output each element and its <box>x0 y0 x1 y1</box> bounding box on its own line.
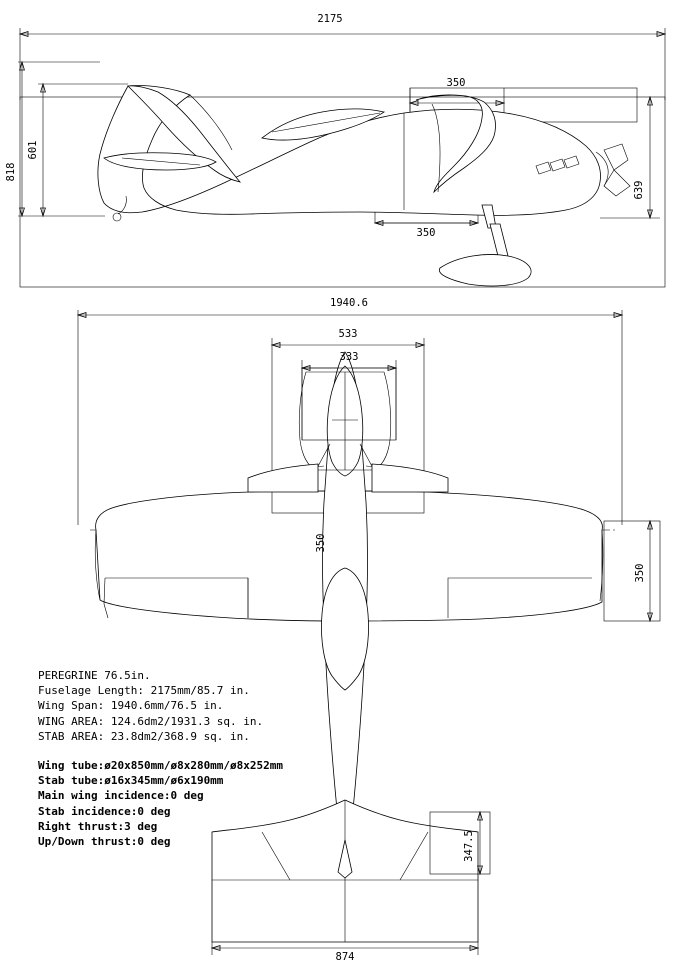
note-stab-incidence: Stab incidence:0 deg <box>38 804 171 818</box>
dim-label-350-bottom: 350 <box>416 227 436 239</box>
note-stab-tube: Stab tube:ø16x345mm/ø6x190mm <box>38 774 224 788</box>
dim-label-350-center: 350 <box>315 533 327 553</box>
note-right-thrust: Right thrust:3 deg <box>38 819 158 833</box>
note-up-down-thrust: Up/Down thrust:0 deg <box>38 835 171 849</box>
side-gear-leg-lower <box>490 224 508 256</box>
note-fuselage-length: Fuselage Length: 2175mm/85.7 in. <box>38 684 250 698</box>
note-wing-span: Wing Span: 1940.6mm/76.5 in. <box>38 699 224 713</box>
dim-label-347: 347.5 <box>463 830 475 862</box>
dim-label-639: 639 <box>633 180 645 200</box>
note-stab-area: STAB AREA: 23.8dm2/368.9 sq. in. <box>38 729 250 743</box>
dim-label-350-top: 350 <box>446 77 466 89</box>
wing-root-left <box>248 464 318 492</box>
front-right-box <box>604 521 660 621</box>
dim-label-601: 601 <box>27 140 39 160</box>
note-model: PEREGRINE 76.5in. <box>38 669 151 682</box>
aileron-left-edge <box>104 604 108 618</box>
side-tailwheel <box>113 213 121 221</box>
note-main-wing-incidence: Main wing incidence:0 deg <box>38 789 204 803</box>
dim-label-818: 818 <box>5 162 17 182</box>
dim-label-1940: 1940.6 <box>330 297 368 309</box>
dim-label-2175: 2175 <box>317 13 343 25</box>
setup-notes-block <box>38 758 283 849</box>
note-wing-tube: Wing tube:ø20x850mm/ø8x280mm/ø8x252mm <box>38 759 284 773</box>
dim-label-350-right: 350 <box>634 563 646 583</box>
side-view-group <box>18 28 665 287</box>
note-wing-area: WING AREA: 124.6dm2/1931.3 sq. in. <box>38 714 264 728</box>
dim-label-874: 874 <box>335 951 355 963</box>
wing-root-right <box>372 464 448 492</box>
specification-notes <box>38 668 283 849</box>
dim-label-333: 333 <box>339 351 359 363</box>
dim-label-533: 533 <box>338 328 358 340</box>
front-view-group <box>78 310 660 955</box>
side-wheel-pant <box>439 255 531 287</box>
